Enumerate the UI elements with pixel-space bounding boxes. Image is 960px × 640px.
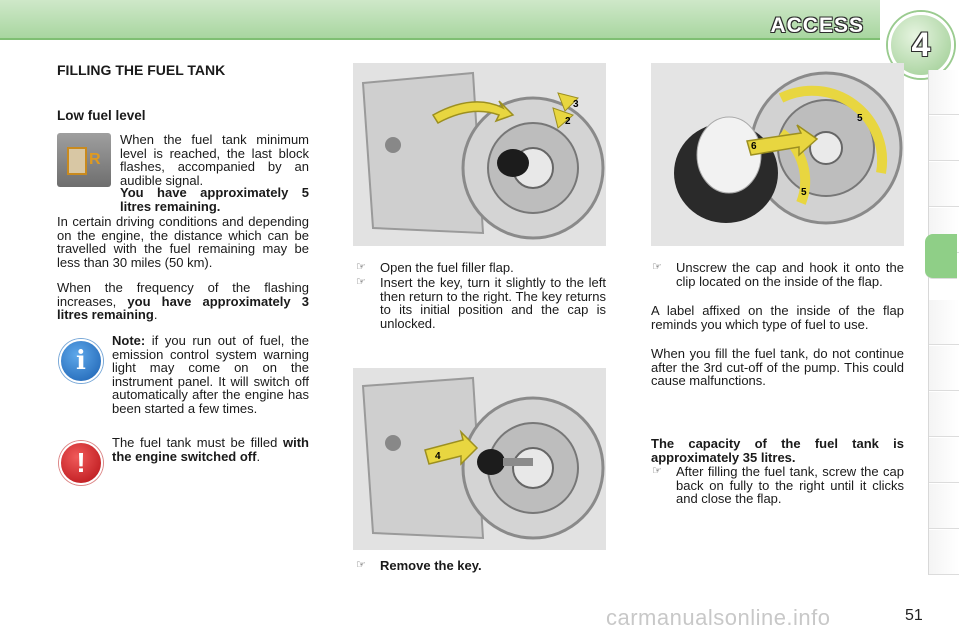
photo-label: 5 (857, 113, 863, 124)
chapter-tab[interactable] (929, 70, 959, 115)
driving-conditions-text: In certain driving conditions and depending on the engine, the distance which can be travelled with the fuel remaining may be less than 30 miles (50 km). (57, 214, 309, 270)
chapter-tab[interactable] (929, 300, 959, 345)
photo-label: 4 (435, 451, 441, 462)
info-icon: i (59, 339, 103, 383)
tank-capacity-text: The capacity of the fuel tank is approximately 35 litres. (651, 436, 904, 465)
pointer-icon: ☞ (356, 261, 366, 273)
photo-label: 2 (565, 116, 571, 127)
chapter-tab-active[interactable] (925, 234, 957, 279)
flash-frequency-text: When the frequency of the flashing increases, you have approximately 3 litres remaining. (57, 280, 309, 322)
watermark: carmanualsonline.info (606, 605, 831, 630)
fuel-warning-icon: R (57, 133, 111, 187)
note-text-top: Note: if you run out of fuel, the emission control system warning light may come on on the instrument panel. It will switch off automatically after the engine has been started a few times. (112, 333, 309, 416)
section-title: ACCESS (770, 14, 864, 37)
photo-label: 3 (573, 99, 579, 110)
photo-label: 6 (751, 141, 757, 152)
chapter-tab[interactable] (929, 346, 959, 391)
cutoff-warning-text: When you fill the fuel tank, do not continue after the 3rd cut-off of the pump. This could cause malfunctions. (651, 346, 904, 388)
warning-icon: ! (59, 441, 103, 485)
chapter-tab[interactable] (929, 116, 959, 161)
fuel-label-text: A label affixed on the inside of the flap reminds you which type of fuel to use. (651, 303, 904, 332)
photo-label: 5 (801, 187, 807, 198)
page-number: 51 (905, 607, 923, 624)
page-header (0, 0, 960, 64)
low-fuel-text: When the fuel tank minimum level is reached, the last block flashes, accompanied by an audible signal. (120, 132, 309, 188)
pointer-icon: ☞ (356, 276, 366, 288)
pointer-icon: ☞ (652, 465, 662, 477)
chapter-tab[interactable] (929, 530, 959, 575)
photo-open-flap (353, 63, 606, 246)
chapter-tab[interactable] (929, 484, 959, 529)
header-band (0, 0, 880, 40)
chapter-tab[interactable] (929, 162, 959, 207)
low-fuel-remaining: You have approximately 5 litres remaining. (120, 185, 309, 214)
chapter-tabs (928, 70, 960, 575)
pointer-icon: ☞ (356, 559, 366, 571)
photo-unscrew-cap (651, 63, 904, 246)
page-heading: FILLING THE FUEL TANK (57, 62, 226, 78)
chapter-tab[interactable] (929, 438, 959, 483)
pointer-icon: ☞ (652, 261, 662, 273)
photo-remove-key (353, 368, 606, 550)
engine-off-warning: The fuel tank must be filled with the engine switched off. (112, 435, 309, 464)
fuel-pump-icon (67, 147, 87, 175)
chapter-tab[interactable] (929, 392, 959, 437)
chapter-number: 4 (911, 25, 931, 64)
low-fuel-heading: Low fuel level (57, 108, 146, 123)
